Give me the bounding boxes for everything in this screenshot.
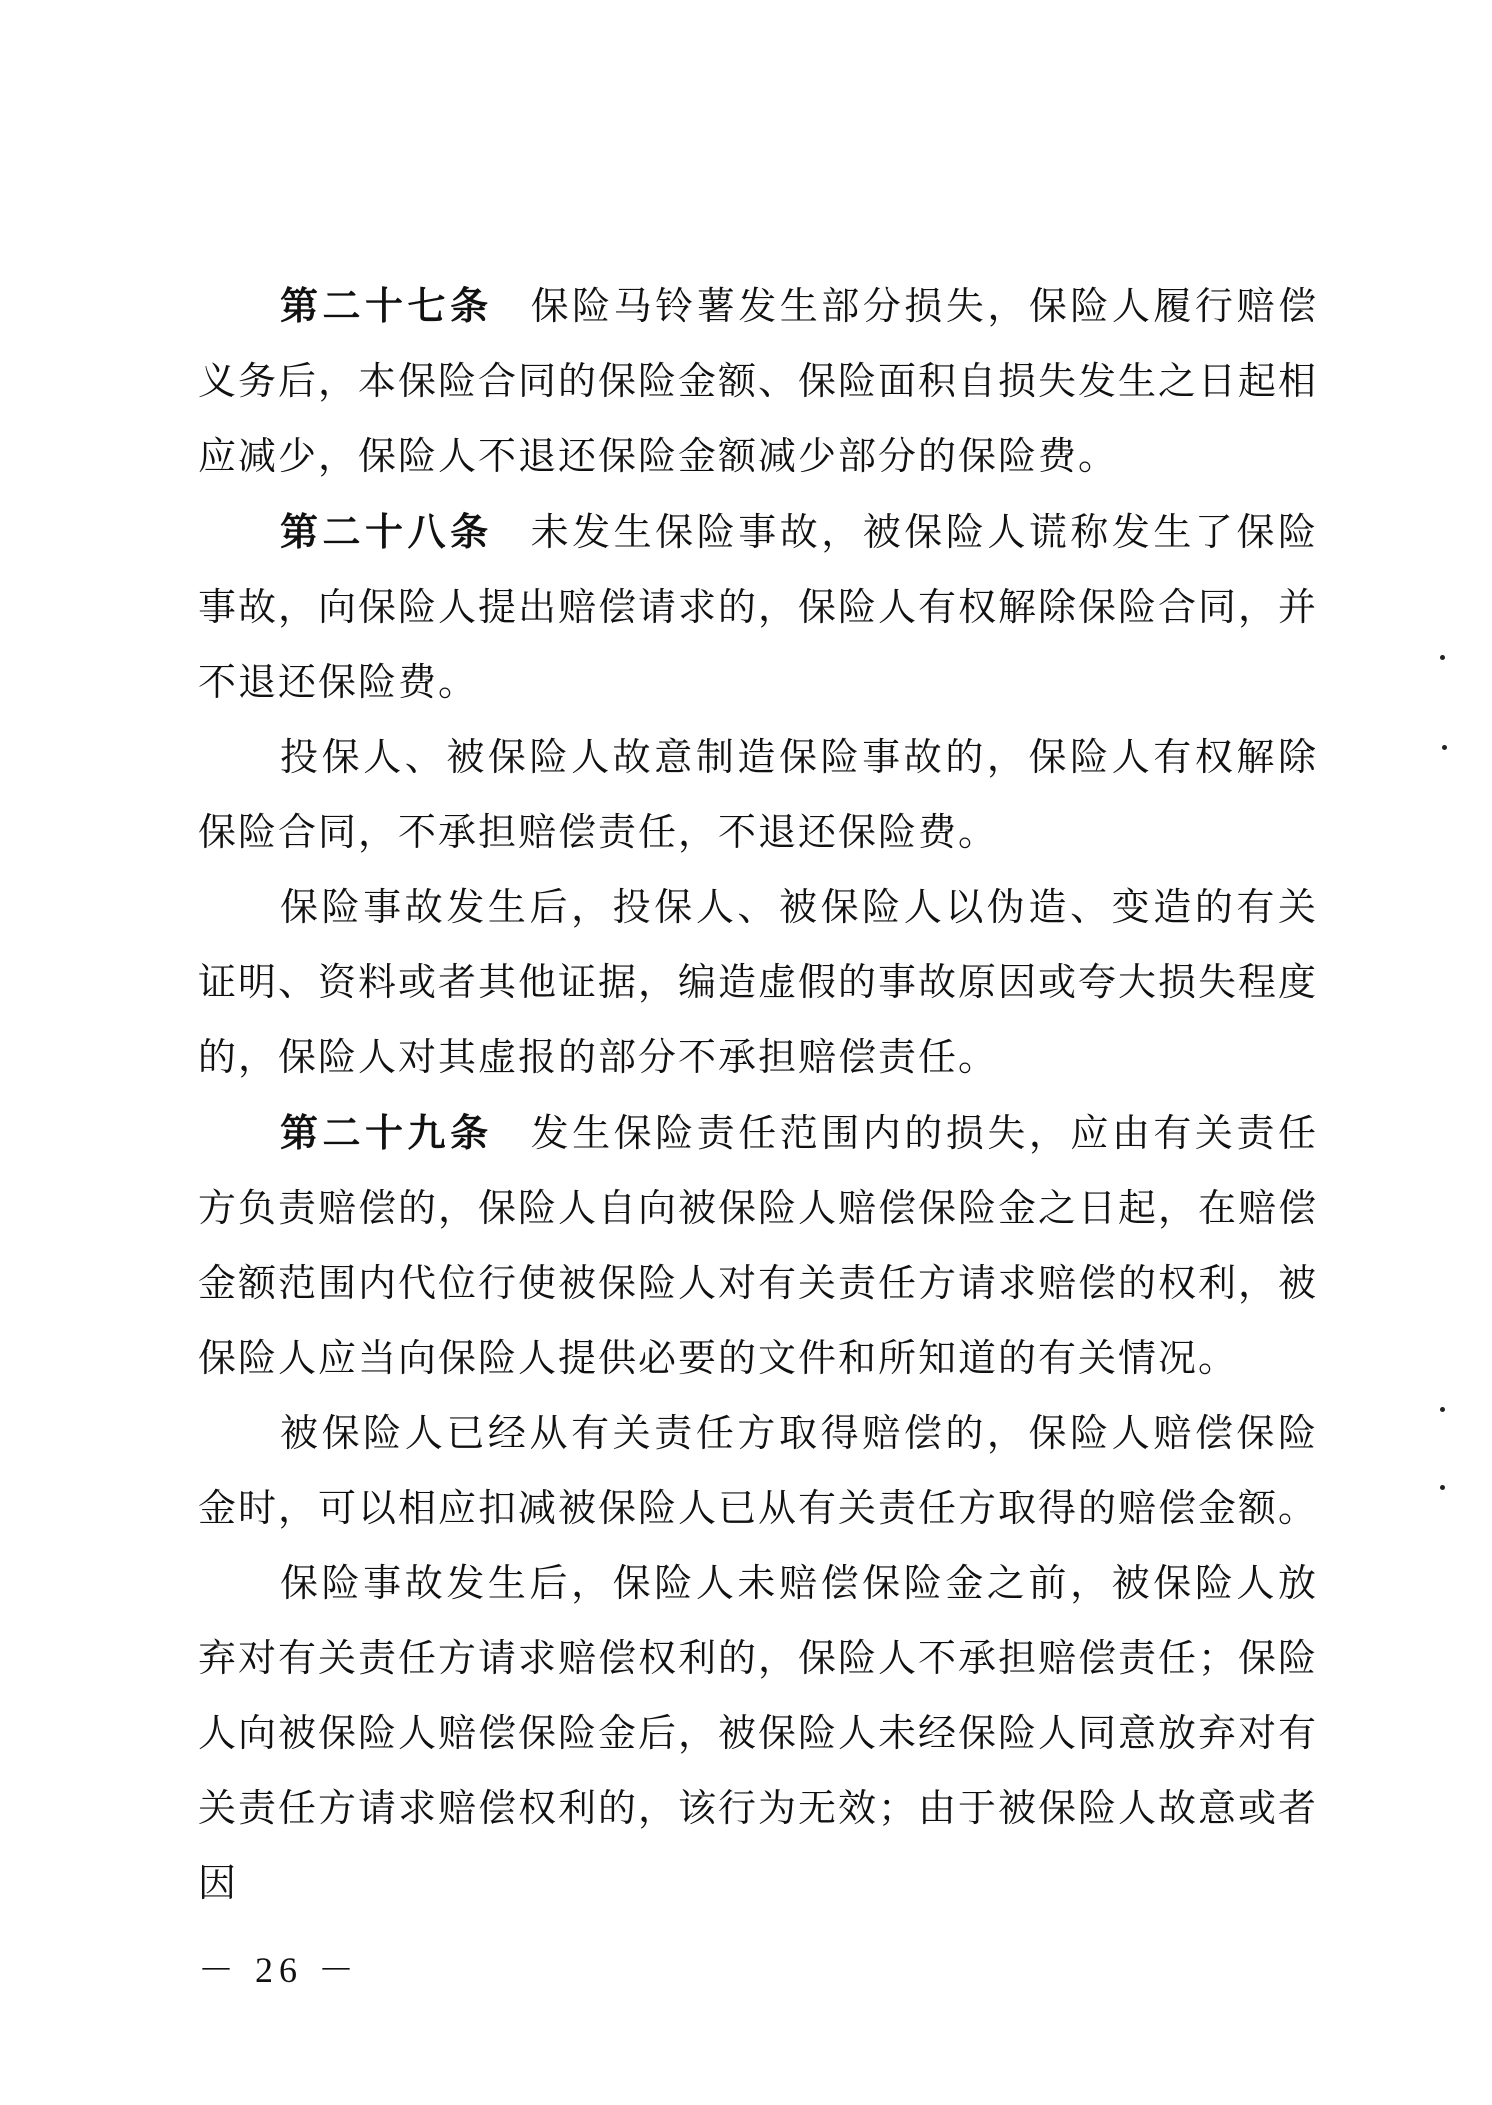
article-28-text: 未发生保险事故，被保险人谎称发生了保险事故，向保险人提出赔偿请求的，保险人有权解除保险合同，并不退还保险费。 — [198, 510, 1319, 704]
article-28-heading: 第二十八条 — [280, 509, 493, 554]
scan-dot-mark — [1440, 655, 1445, 660]
article-27-text: 保险马铃薯发生部分损失，保险人履行赔偿义务后，本保险合同的保险金额、保险面积自损失发生之日起相应减少，保险人不退还保险金额减少部分的保险费。 — [198, 284, 1319, 478]
article-29-paragraph — [198, 1095, 1318, 1396]
article-28-clause-2: 投保人、被保险人故意制造保险事故的，保险人有权解除保险合同，不承担赔偿责任，不退还保险费。 — [198, 735, 1318, 854]
article-29-clause-3: 保险事故发生后，保险人未赔偿保险金之前，被保险人放弃对有关责任方请求赔偿权利的，保险人不承担赔偿责任；保险人向被保险人赔偿保险金后，被保险人未经保险人同意放弃对有关责任方请求赔偿权利的，该行为无效；由于被保险人故意或者因 — [198, 1561, 1319, 1905]
article-28-clause-3: 保险事故发生后，投保人、被保险人以伪造、变造的有关证明、资料或者其他证据，编造虚假的事故原因或夸大损失程度的，保险人对其虚报的部分不承担赔偿责任。 — [198, 885, 1319, 1079]
scan-dot-mark — [1440, 1485, 1445, 1490]
article-29-heading: 第二十九条 — [280, 1110, 493, 1155]
body-text — [198, 268, 1318, 1921]
article-29-clause-2: 被保险人已经从有关责任方取得赔偿的，保险人赔偿保险金时，可以相应扣减被保险人已从有关责任方取得的赔偿金额。 — [198, 1411, 1319, 1530]
page-number: － 26 － — [198, 1950, 361, 1990]
article-27-paragraph — [198, 268, 1318, 494]
article-28-paragraph — [198, 494, 1318, 720]
article-29-text: 发生保险责任范围内的损失，应由有关责任方负责赔偿的，保险人自向被保险人赔偿保险金之日起，在赔偿金额范围内代位行使被保险人对有关责任方请求赔偿的权利，被保险人应当向保险人提供必要的文件和所知道的有关情况。 — [198, 1111, 1319, 1380]
scan-dot-mark — [1440, 1407, 1445, 1412]
article-27-heading: 第二十七条 — [280, 283, 493, 328]
scan-dot-mark — [1442, 745, 1447, 750]
